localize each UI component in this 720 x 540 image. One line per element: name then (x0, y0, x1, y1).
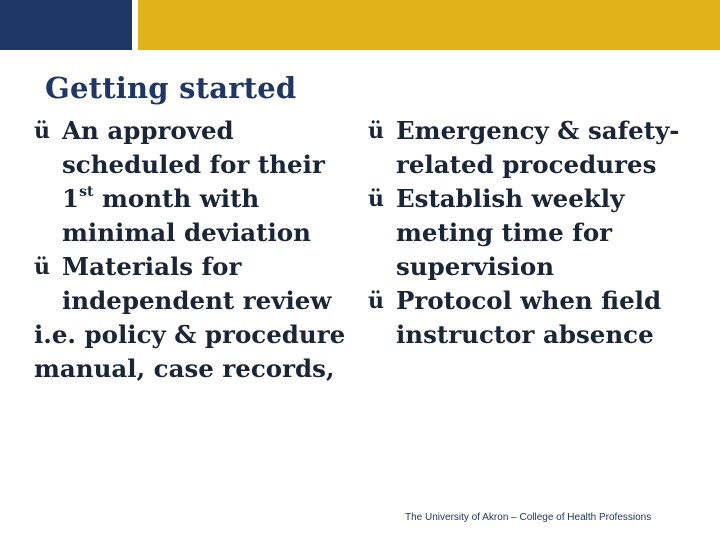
checkmark-icon: ü (368, 186, 384, 212)
right-column (368, 114, 713, 352)
bullet-line (62, 182, 364, 216)
footer-institution: The University of Akron – College of Health Professions (405, 512, 652, 523)
checkmark-icon: ü (34, 118, 50, 144)
bullet-line: instructor absence (396, 320, 654, 349)
header-bar-gold (138, 0, 720, 50)
bullet-line: Emergency & safety- (396, 116, 680, 145)
checkmark-icon: ü (34, 254, 50, 280)
slide-title: Getting started (45, 71, 297, 105)
bullet-line: scheduled for their (62, 150, 325, 179)
bullet-line: Materials for (62, 252, 242, 281)
checkmark-icon: ü (368, 118, 384, 144)
bullet-item (368, 284, 713, 352)
bullet-item (34, 114, 364, 250)
continuation-line: i.e. policy & procedure (34, 320, 346, 349)
bullet-line: independent review (62, 286, 332, 315)
bullet-item (368, 182, 713, 284)
bullet-line: Protocol when field (396, 286, 662, 315)
bullet-line: related procedures (396, 150, 657, 179)
ordinal-suffix: st (79, 183, 94, 200)
bullet-line: Establish weekly (396, 184, 625, 213)
bullet-item (368, 114, 713, 182)
left-column (34, 114, 364, 386)
bullet-line: meting time for (396, 218, 613, 247)
bullet-line-rest: month with (93, 184, 260, 213)
checkmark-icon: ü (368, 288, 384, 314)
bullet-line: An approved (62, 116, 234, 145)
continuation-line: manual, case records, (34, 354, 335, 383)
header-bar-navy (0, 0, 132, 50)
ordinal-number: 1 (62, 184, 80, 213)
bullet-line: minimal deviation (62, 218, 311, 247)
bullet-line: supervision (396, 252, 555, 281)
bullet-item (34, 250, 364, 318)
